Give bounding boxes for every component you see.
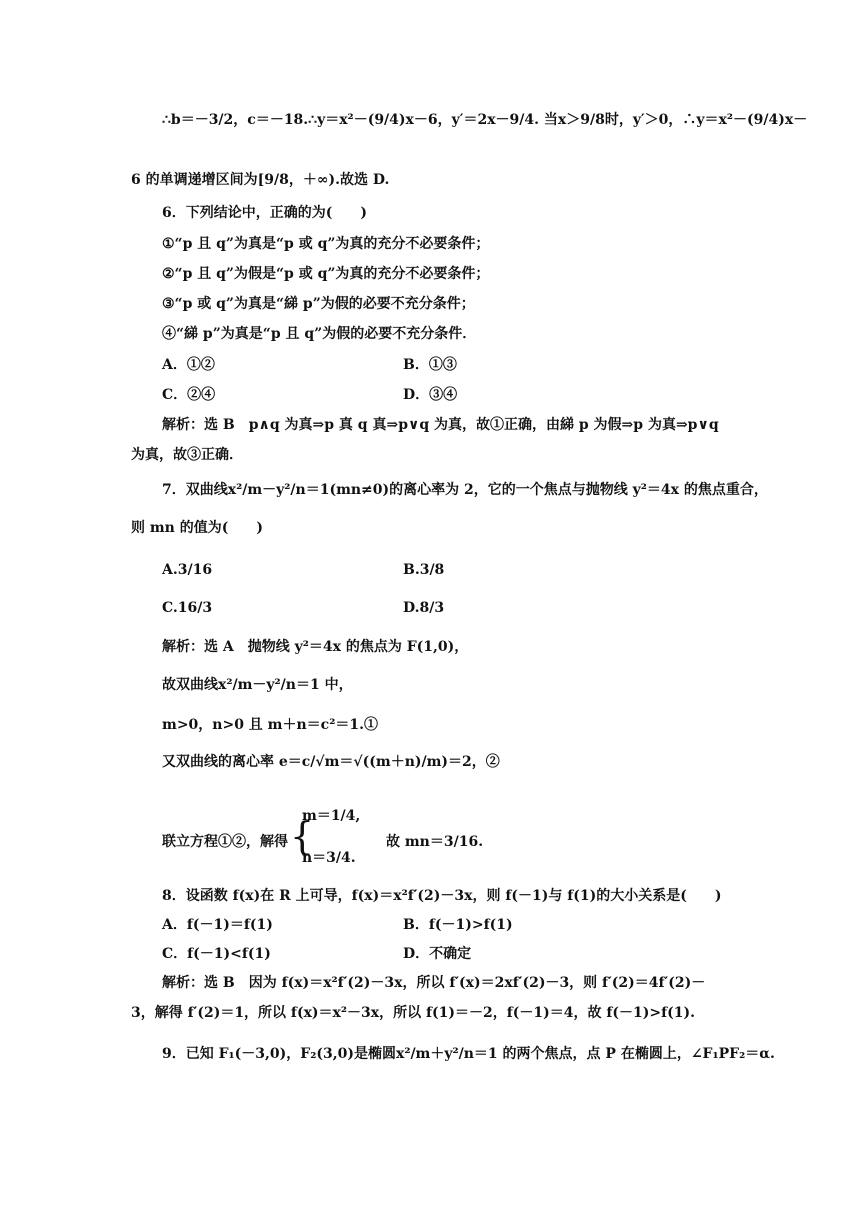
option-c: C.16/3 — [162, 600, 213, 616]
question-7-stem: 7．双曲线x²/m－y²/n＝1(mn≠0)的离心率为 2，它的一个焦点与抛物线 y²＝4x 的焦点重合， — [162, 482, 768, 498]
solution-6-line-1: 解析：选 B p∧q 为真⇒p 真 q 真⇒p∨q 为真，故①正确，由綈 p 为假⇒p 为真⇒p∨q — [162, 417, 719, 433]
option-c: C．f(－1)<f(1) — [162, 946, 271, 962]
system-brace: { — [290, 814, 315, 858]
option-d: D．③④ — [403, 387, 458, 403]
statement-1: ①“p 且 q”为真是“p 或 q”为真的充分不必要条件； — [162, 236, 490, 252]
option-b: B．f(－1)>f(1) — [403, 917, 513, 933]
option-b: B．①③ — [403, 357, 457, 373]
solution-8-line-2: 3，解得 f′(2)＝1，所以 f(x)＝x²－3x，所以 f(1)＝－2，f(－1)＝4，故 f(－1)>f(1). — [131, 1005, 695, 1021]
statement-2: ②“p 且 q”为假是“p 或 q”为真的充分不必要条件； — [162, 266, 490, 282]
option-c: C．②④ — [162, 387, 216, 403]
solution-7-line-3: m>0，n>0 且 m＋n＝c²＝1.① — [162, 717, 378, 733]
statement-4: ④“綈 p”为真是“p 且 q”为假的必要不充分条件． — [162, 326, 477, 342]
solution-7-result: 故 mn＝3/16. — [386, 834, 484, 850]
option-a: A.3/16 — [162, 562, 213, 578]
question-7-stem-2: 则 mn 的值为( ) — [131, 520, 263, 536]
solution-7-system-label: 联立方程①②，解得 — [162, 834, 288, 850]
solution-7-line-2: 故双曲线x²/m－y²/n＝1 中， — [162, 677, 353, 693]
increasing-interval-line: 6 的单调递增区间为[9/8，＋∞).故选 D. — [131, 172, 390, 188]
solution-continuation-line: ∴b＝－3/2，c＝－18.∴y＝x²－(9/4)x－6，y′＝2x－9/4. 当x＞9/8时，y′＞0，∴y＝x²－(9/4)x－ — [162, 112, 808, 128]
system-equation-1: m＝1/4, — [302, 808, 361, 824]
solution-6-line-2: 为真，故③正确． — [131, 447, 243, 463]
option-a: A．①② — [162, 357, 215, 373]
solution-7-line-1: 解析：选 A 抛物线 y²＝4x 的焦点为 F(1,0)， — [162, 639, 469, 655]
system-equation-2: n＝3/4. — [302, 850, 356, 866]
solution-8-line-1: 解析：选 B 因为 f(x)＝x²f′(2)－3x，所以 f′(x)＝2xf′(2)－3，则 f′(2)＝4f′(2)－ — [162, 975, 706, 991]
question-8-stem: 8．设函数 f(x)在 R 上可导，f(x)＝x²f′(2)－3x，则 f(－1)与 f(1)的大小关系是( ) — [162, 888, 722, 904]
option-d: D.8/3 — [403, 600, 445, 616]
option-b: B.3/8 — [403, 562, 445, 578]
solution-7-line-4: 又双曲线的离心率 e＝c/√m＝√((m＋n)/m)＝2，② — [162, 754, 500, 770]
statement-3: ③“p 或 q”为真是“綈 p”为假的必要不充分条件； — [162, 296, 475, 312]
option-a: A．f(－1)＝f(1) — [162, 917, 273, 933]
option-d: D．不确定 — [403, 946, 472, 962]
question-6-stem: 6．下列结论中，正确的为( ) — [162, 205, 367, 221]
question-9-stem: 9．已知 F₁(－3,0)，F₂(3,0)是椭圆x²/m＋y²/n＝1 的两个焦点，点 P 在椭圆上，∠F₁PF₂＝α. — [162, 1046, 775, 1062]
